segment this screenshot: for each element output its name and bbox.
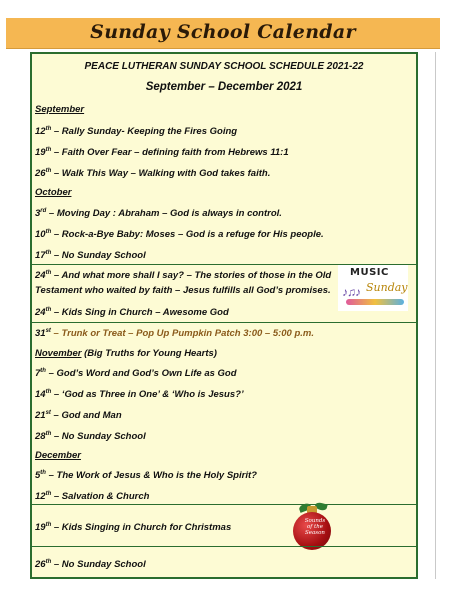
list-item: 28th – No Sunday School — [35, 430, 146, 442]
month-november: November (Big Truths for Young Hearts) — [35, 348, 217, 359]
list-item: 17th – No Sunday School — [35, 249, 146, 261]
section-divider — [32, 546, 416, 547]
month-december: December — [35, 450, 81, 461]
list-item: 19th – Kids Singing in Church for Christmas — [35, 521, 232, 533]
list-item: 12th – Rally Sunday- Keeping the Fires Going — [35, 125, 238, 137]
list-item: 7th – God’s Word and God’s Own Life as God — [35, 367, 237, 379]
list-item: 10th – Rock-a-Bye Baby: Moses – God is a refuge for His people. — [35, 228, 324, 240]
month-october: October — [35, 187, 72, 198]
list-item: Testament who waited by faith – Jesus fulfills all God’s promises. — [35, 285, 331, 296]
list-item: 31st – Trunk or Treat – Pop Up Pumpkin Patch 3:00 – 5:00 p.m. — [35, 327, 315, 339]
list-item: 21st – God and Man — [35, 409, 122, 421]
list-item: 12th – Salvation & Church — [35, 490, 150, 502]
christmas-ornament-image — [289, 504, 347, 550]
music-label: MUSIC — [350, 267, 389, 278]
list-item: 24th – Kids Sing in Church – Awesome God — [35, 306, 229, 318]
section-divider — [32, 504, 416, 505]
schedule-heading: PEACE LUTHERAN SUNDAY SCHOOL SCHEDULE 2021-22 — [84, 61, 364, 72]
list-item: 24th – And what more shall I say? – The stories of those in the Old — [35, 269, 332, 281]
music-notes-icon: ♪♫♪ — [342, 285, 360, 299]
ornament-caption: Sounds of the Season — [304, 518, 326, 536]
title-banner — [6, 18, 440, 49]
month-september: September — [35, 104, 85, 115]
list-item: 14th – ‘God as Three in One’ & ‘Who is Jesus?’ — [35, 388, 244, 400]
section-divider — [32, 322, 416, 323]
schedule-date-range: September – December 2021 — [145, 81, 303, 93]
page-title: Sunday School Calendar — [90, 21, 356, 43]
list-item: 3rd – Moving Day : Abraham – God is always in control. — [35, 207, 282, 219]
list-item: 5th – The Work of Jesus & Who is the Holy Spirit? — [35, 469, 257, 481]
sunday-label: Sunday — [366, 281, 408, 294]
page-edge-line — [435, 52, 436, 579]
list-item: 19th – Faith Over Fear – defining faith from Hebrews 11:1 — [35, 146, 289, 158]
calendar-panel — [30, 52, 418, 579]
list-item: 26th – Walk This Way – Walking with God takes faith. — [35, 167, 271, 179]
music-swoosh — [346, 299, 404, 305]
music-sunday-image — [338, 265, 408, 311]
list-item: 26th – No Sunday School — [35, 558, 146, 570]
